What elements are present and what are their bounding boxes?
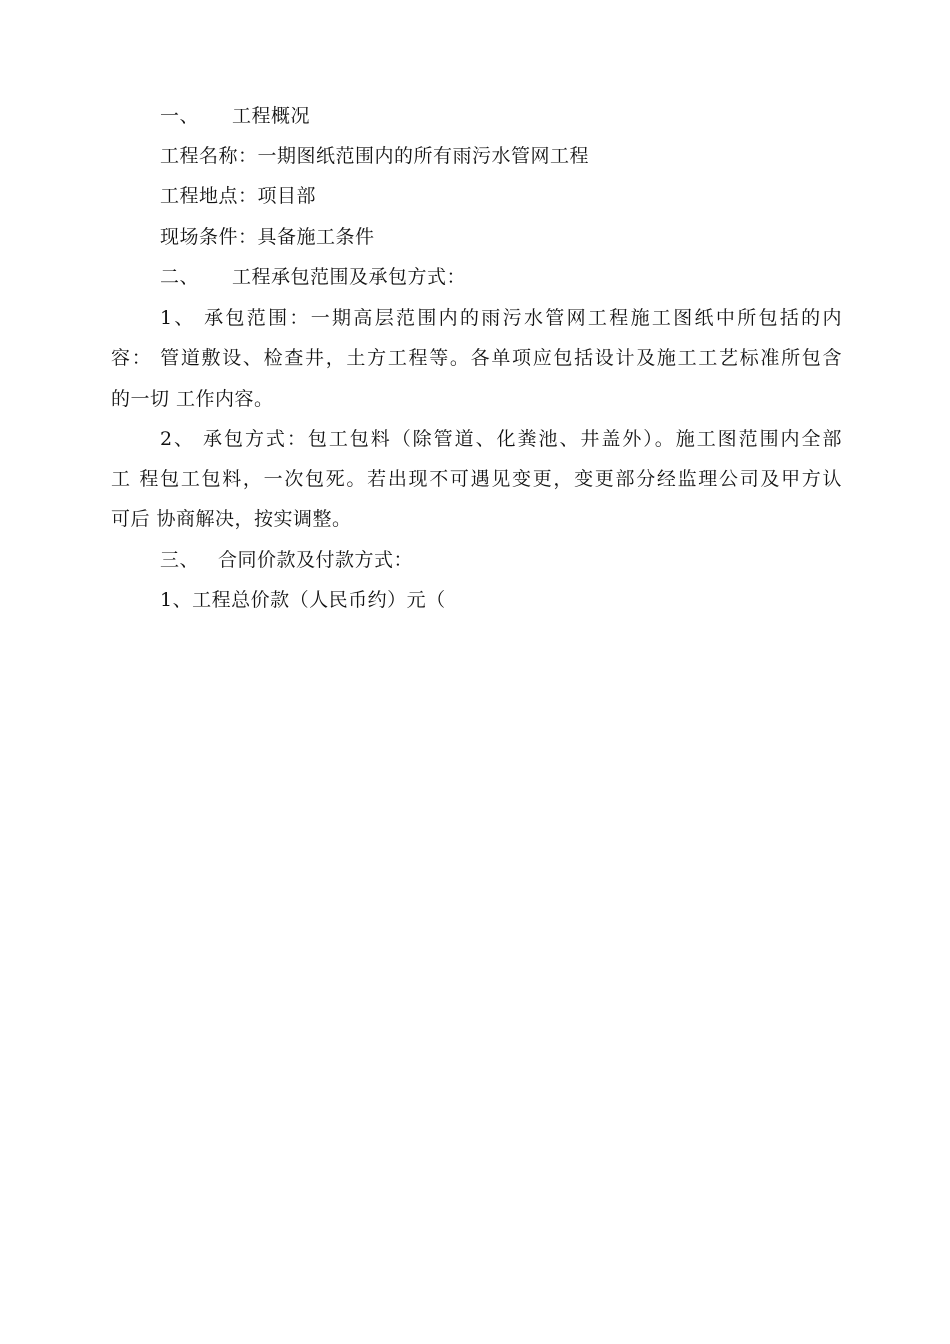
method-paragraph-line	[111, 465, 842, 493]
method-paragraph-line	[160, 425, 842, 453]
site-conditions: 现场条件：具备施工条件	[160, 226, 375, 248]
section-heading-3	[160, 546, 413, 574]
method-text: 2、 承包方式：包工包料（除管道、化粪池、井盖外）。施工图范围内全部	[160, 428, 842, 450]
project-location: 工程地点：项目部	[160, 185, 317, 207]
project-name: 工程名称：一期图纸范围内的所有雨污水管网工程	[160, 145, 590, 167]
section-number: 三、	[160, 549, 200, 571]
scope-text: 容： 管道敷设、检查井，土方工程等。各单项应包括设计及施工工艺标准所包含	[111, 347, 842, 369]
price-line: 1、工程总价款（人民币约）元（	[160, 589, 446, 611]
section-number: 一、	[160, 105, 200, 127]
section-heading-1	[160, 102, 310, 130]
scope-text: 1、 承包范围：一期高层范围内的雨污水管网工程施工图纸中所包括的内	[160, 307, 842, 329]
method-paragraph-line: 可后 协商解决，按实调整。	[111, 508, 352, 530]
scope-paragraph-line: 的一切 工作内容。	[111, 388, 274, 410]
section-heading-2	[160, 263, 466, 291]
method-text: 工 程包工包料，一次包死。若出现不可遇见变更，变更部分经监理公司及甲方认	[111, 468, 842, 490]
scope-paragraph-line	[160, 304, 842, 332]
scope-paragraph-line	[111, 344, 842, 372]
section-title: 工程承包范围及承包方式：	[232, 266, 467, 288]
section-title: 工程概况	[232, 105, 311, 127]
section-number: 二、	[160, 266, 200, 288]
section-title: 合同价款及付款方式：	[218, 549, 414, 571]
